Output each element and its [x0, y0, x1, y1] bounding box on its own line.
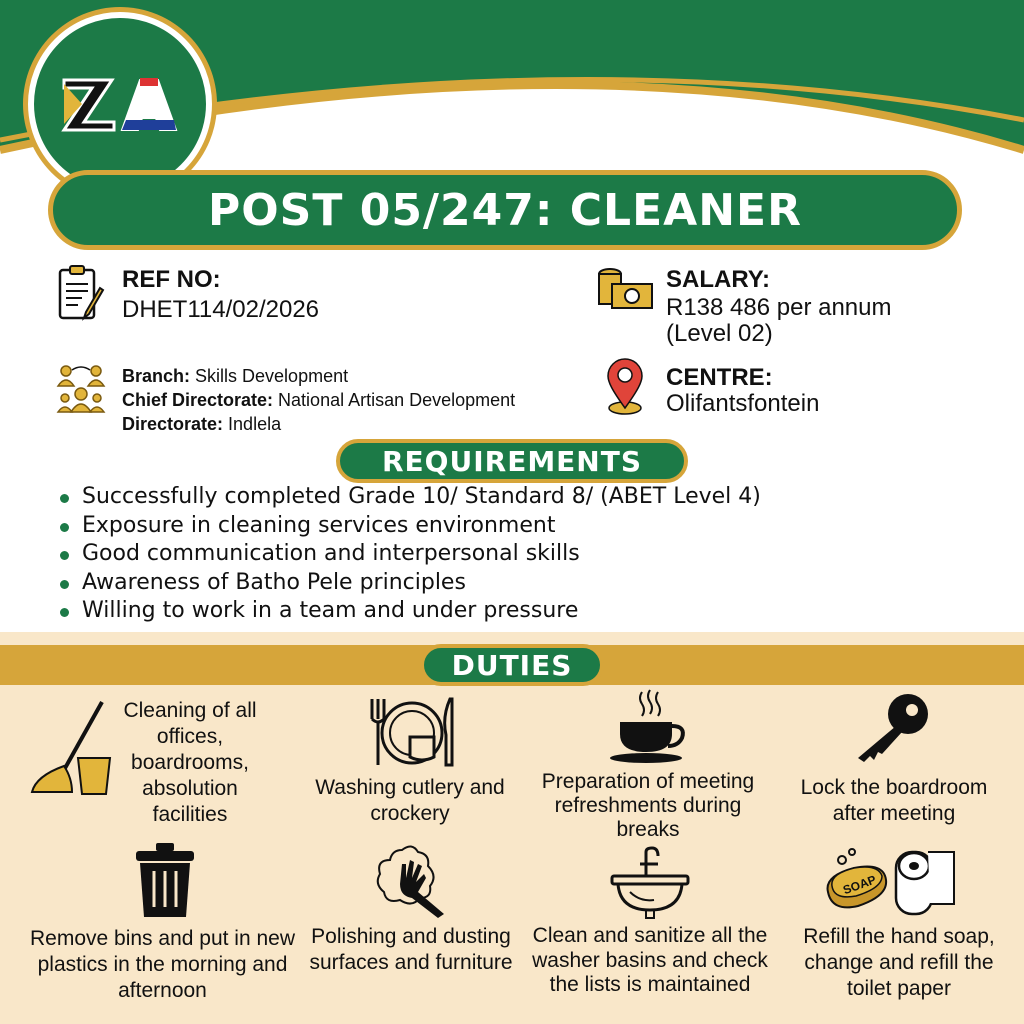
salary-level: (Level 02) [666, 320, 773, 347]
org-details [122, 364, 515, 436]
soap-toilet-paper-icon [824, 846, 958, 918]
centre-value: Olifantsfontein [666, 390, 820, 417]
coffee-cup-icon [608, 686, 692, 764]
requirements-heading: REQUIREMENTS [336, 439, 688, 483]
money-icon [596, 266, 654, 312]
duty-text: Preparation of meeting refreshments during breaks [541, 770, 755, 841]
duty-text: Lock the boardroom after meeting [800, 776, 988, 825]
salary-label: SALARY: [666, 266, 770, 293]
duty-text: Clean and sanitize all the washer basins and check the lists is maintained [532, 924, 768, 996]
branch-value: Skills Development [195, 366, 349, 386]
duty-text: Polishing and dusting surfaces and furniture [309, 925, 513, 974]
ref-value: DHET114/02/2026 [122, 296, 320, 323]
key-icon [852, 692, 932, 764]
za-logo [28, 12, 212, 196]
directorate-value: Indlela [228, 414, 282, 434]
glove-cleaning-icon [372, 842, 452, 918]
centre-label: CENTRE: [666, 364, 773, 391]
duties-heading: DUTIES [420, 644, 604, 686]
salary-value: R138 486 per annum [666, 294, 892, 321]
requirement-item: Willing to work in a team and under pressure [60, 597, 761, 626]
location-pin-icon [604, 358, 646, 416]
duty-text: Refill the hand soap, change and refill the toilet paper [803, 925, 995, 1000]
page-title: POST 05/247: CLEANER [48, 170, 962, 250]
requirement-item: Exposure in cleaning services environment [60, 512, 761, 541]
plate-cutlery-icon [366, 697, 458, 767]
chief-directorate-value: National Artisan Development [278, 390, 516, 410]
requirement-item: Good communication and interpersonal skills [60, 540, 761, 569]
directorate-label: Directorate: [122, 414, 224, 434]
branch-label: Branch: [122, 366, 191, 386]
duty-text: Remove bins and put in new plastics in the morning and afternoon [30, 927, 295, 1002]
chief-directorate-label: Chief Directorate: [122, 390, 274, 410]
sink-icon [610, 846, 690, 920]
requirement-item: Awareness of Batho Pele principles [60, 569, 761, 598]
trash-bin-icon [134, 843, 196, 919]
requirements-list [60, 483, 761, 626]
team-icon [56, 364, 106, 414]
svg-text:SOAP: SOAP [841, 872, 878, 898]
mop-bucket-icon [28, 700, 112, 796]
duty-text: Washing cutlery and crockery [315, 776, 505, 825]
requirement-item: Successfully completed Grade 10/ Standard 8/ (ABET Level 4) [60, 483, 761, 512]
duty-text: Cleaning of all offices, boardrooms, absolution facilities [123, 699, 257, 826]
clipboard-icon [56, 264, 106, 322]
ref-label: REF NO: [122, 266, 221, 293]
